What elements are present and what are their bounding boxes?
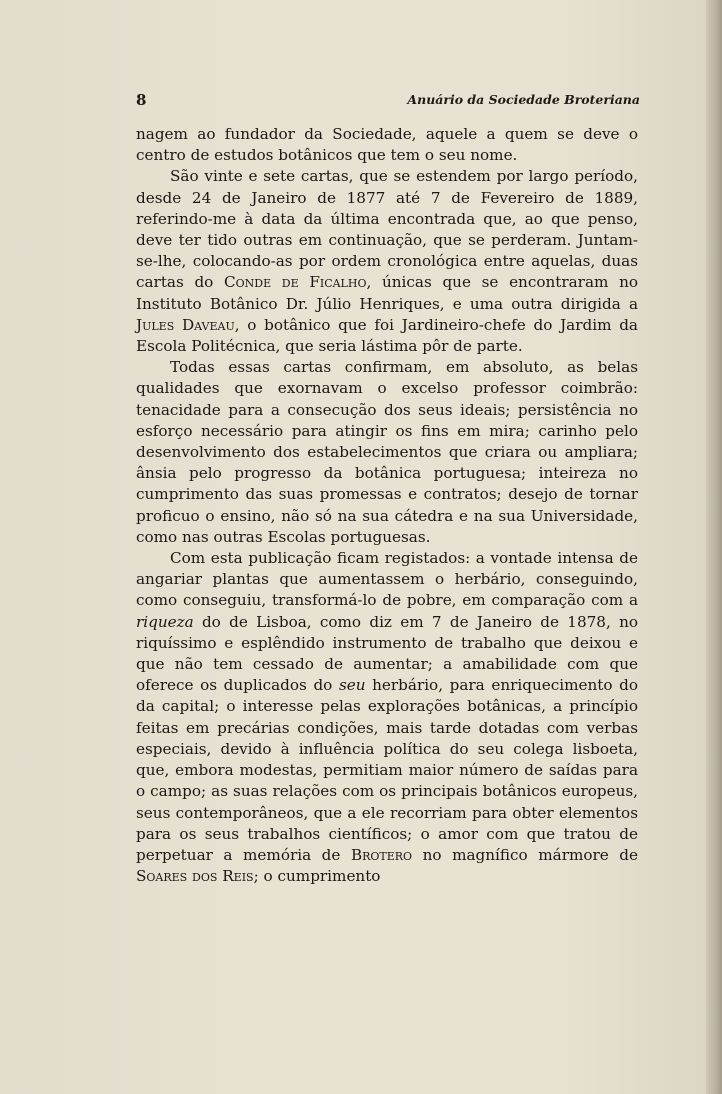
text-segment: nagem ao fundador da Sociedade, aquele a quem se deve o centro de estudos botânicos que tem o seu nome. bbox=[136, 125, 638, 165]
paragraph-4 bbox=[136, 548, 638, 887]
text-segment: riqueza bbox=[136, 612, 194, 631]
text-segment: Jules Daveau bbox=[136, 315, 235, 334]
text-segment: Conde de Ficalho bbox=[224, 273, 367, 292]
page-header bbox=[136, 91, 640, 113]
text-segment: Com esta publicação ficam registados: a vontade intensa de angariar plantas que aumentassem o herbário, conseguindo, como conseguiu, transformá-lo de pobre, em comparação com a bbox=[136, 549, 638, 610]
text-segment: Brotero bbox=[350, 845, 413, 864]
book-gutter-shadow bbox=[706, 0, 722, 1094]
text-segment: , o botânico que foi Jardineiro-chefe do Jardim da Escola Politécnica, que seria lástima pôr de parte. bbox=[136, 315, 638, 356]
paragraph-1 bbox=[136, 124, 638, 166]
text-segment: herbário, para enriquecimento do da capital; o interesse pelas explorações botânicas, a princípio feitas em precárias condições, mais tarde dotadas com verbas especiais, devido à influência política do seu colega lisboeta, que, embora modestas, permitiam maior número de saídas para o campo; as suas relações com os principais botânicos europeus, seus contemporâneos, que a ele recorriam para obter elementos para os seus trabalhos científicos; o amor com que tratou de perpetuar a memória de bbox=[136, 676, 638, 864]
text-segment: ; o cumprimento bbox=[253, 867, 381, 886]
text-segment: no magnífico mármore de bbox=[412, 845, 638, 864]
text-segment: , únicas que se encontraram no Instituto Botânico Dr. Júlio Henriques, e uma outra dirigida a bbox=[136, 273, 639, 313]
running-title: Anuário da Sociedade Broteriana bbox=[407, 92, 640, 107]
paragraph-3 bbox=[136, 357, 638, 548]
paragraph-2 bbox=[136, 166, 638, 357]
text-segment: do de Lisboa, como diz em 7 de Janeiro de 1878, no riquíssimo e esplêndido instrumento de trabalho que deixou e que não tem cessado de aumentar; a amabilidade com que oferece os duplicados do bbox=[136, 612, 638, 695]
text-segment: seu bbox=[338, 676, 366, 695]
page-number: 8 bbox=[136, 91, 147, 109]
body-text bbox=[136, 124, 638, 887]
text-segment: São vinte e sete cartas, que se estendem por largo período, desde 24 de Janeiro de 1877 até 7 de Fevereiro de 1889, referindo-me à data da última encontrada que, ao que penso, deve ter tido outras em continuação, que se perderam. Juntam-se-lhe, colocando-as por ordem cronológica entre aquelas, duas cartas do bbox=[136, 167, 638, 292]
text-segment: Soares dos Reis bbox=[136, 867, 254, 886]
text-segment: Todas essas cartas confirmam, em absoluto, as belas qualidades que exornavam o excelso professor coimbrão: tenacidade para a consecução dos seus ideais; persistência no esforço necessário para atingir os fins em mira; carinho pelo desenvolvimento dos estabelecimentos que criara ou ampliara; ânsia pelo progresso da botânica portuguesa; inteireza no cumprimento das suas promessas e contratos; desejo de tornar proficuo o ensino, não só na sua cátedra e na sua Universidade, como nas outras Escolas portuguesas. bbox=[136, 358, 638, 546]
